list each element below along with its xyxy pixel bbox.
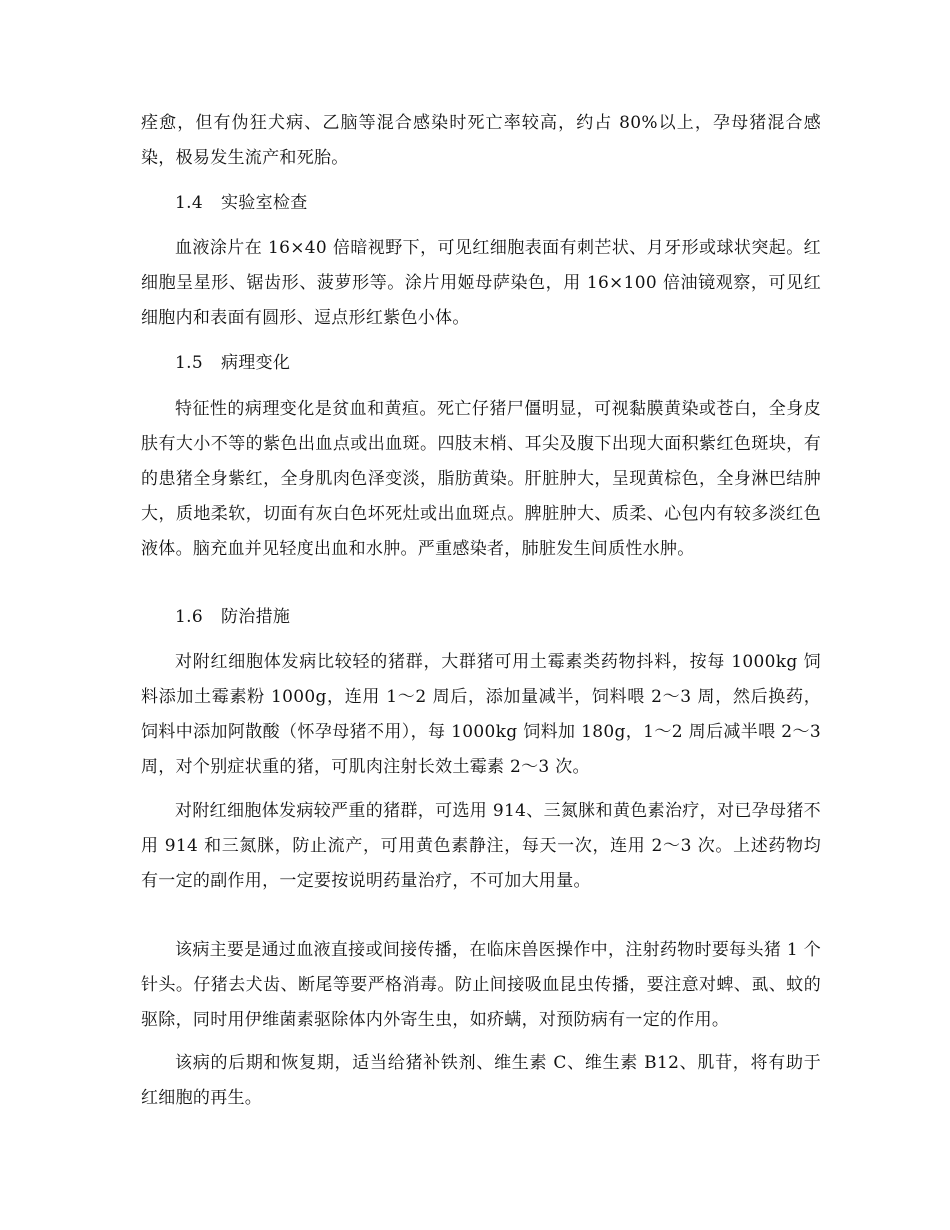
paragraph-transmission: 该病主要是通过血液直接或间接传播，在临床兽医操作中，注射药物时要每头猪 1 个针头。仔猪去犬齿、断尾等要严格消毒。防止间接吸血昆虫传播，要注意对蜱、虱、蚊的驱除，同时用伊维菌素驱除体内外寄生虫，如疥螨，对预防病有一定的作用。 (141, 940, 821, 1030)
paragraph-treatment-mild: 对附红细胞体发病比较轻的猪群，大群猪可用土霉素类药物抖料，按每 1000kg 饲料添加土霉素粉 1000g，连用 1～2 周后，添加量减半，饲料喂 2～3 周，然后换药，饲料中添加阿散酸（怀孕母猪不用），每 1000kg 饲料加 180g，1～2 周后减半喂 2～3 周，对个别症状重的猪，可肌肉注射长效土霉素 2～3 次。 (141, 652, 821, 777)
paragraph-treatment-severe: 对附红细胞体发病较严重的猪群，可选用 914、三氮脒和黄色素治疗，对已孕母猪不用 914 和三氮脒，防止流产，可用黄色素静注，每天一次，连用 2～3 次。上述药物均有一定的副作用，一定要按说明药量治疗，不可加大用量。 (141, 801, 821, 891)
section-title: 实验室检查 (221, 193, 308, 213)
paragraph-continued: 痊愈，但有伪狂犬病、乙脑等混合感染时死亡率较高，约占 80%以上，孕母猪混合感染，极易发生流产和死胎。 (141, 113, 821, 168)
section-number: 1.4 (175, 193, 203, 213)
section-heading-1-6 (175, 600, 290, 635)
section-title: 病理变化 (221, 353, 291, 373)
section-heading-1-5 (175, 346, 290, 381)
paragraph-pathology: 特征性的病理变化是贫血和黄疸。死亡仔猪尸僵明显，可视黏膜黄染或苍白，全身皮肤有大小不等的紫色出血点或出血斑。四肢末梢、耳尖及腹下出现大面积紫红色斑块，有的患猪全身紫红，全身肌肉色泽变淡，脂肪黄染。肝脏肿大，呈现黄棕色，全身淋巴结肿大，质地柔软，切面有灰白色坏死灶或出血斑点。脾脏肿大、质柔、心包内有较多淡红色液体。脑充血并见轻度出血和水肿。严重感染者，肺脏发生间质性水肿。 (141, 399, 821, 559)
section-heading-1-4 (175, 186, 308, 221)
paragraph-recovery: 该病的后期和恢复期，适当给猪补铁剂、维生素 C、维生素 B12、肌苷，将有助于红细胞的再生。 (141, 1053, 821, 1108)
section-title: 防治措施 (221, 607, 291, 627)
section-number: 1.6 (175, 607, 203, 627)
section-number: 1.5 (175, 353, 203, 373)
paragraph-lab-test: 血液涂片在 16×40 倍暗视野下，可见红细胞表面有刺芒状、月牙形或球状突起。红细胞呈星形、锯齿形、菠萝形等。涂片用姬母萨染色，用 16×100 倍油镜观察，可见红细胞内和表面有圆形、逗点形红紫色小体。 (141, 238, 821, 328)
